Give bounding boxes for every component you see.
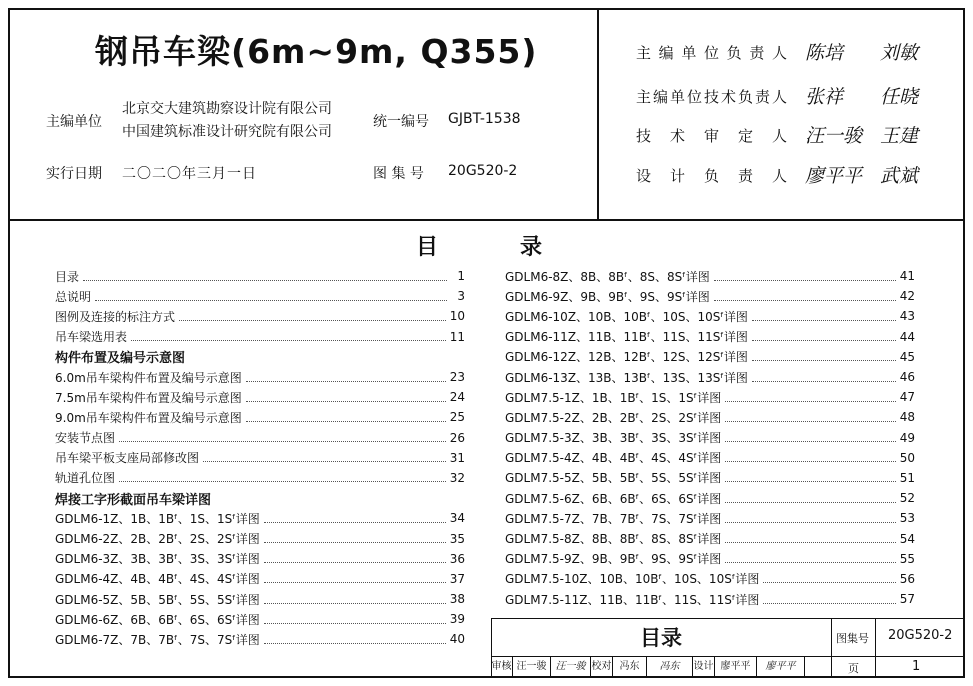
- signature: 陈培: [805, 42, 844, 64]
- toc-entry-title: GDLM7.5-5Z、5B、5Bᶠ、5S、5Sᶠ详图: [505, 471, 722, 486]
- signoff-label: 校对: [591, 656, 613, 678]
- toc-leader-dots: [725, 473, 896, 482]
- responsible-row-2: [636, 86, 788, 107]
- effective-date-label: 实行日期: [46, 166, 102, 182]
- toc-entry-title: GDLM6-3Z、3B、3Bᶠ、3S、3Sᶠ详图: [55, 552, 260, 567]
- toc-leader-dots: [119, 473, 446, 482]
- toc-entry: [55, 306, 465, 326]
- toc-entry-title: 轨道孔位图: [55, 471, 116, 486]
- toc-entry: [55, 468, 465, 488]
- toc-entry-page: 11: [449, 329, 465, 344]
- toc-entry-page: 57: [899, 592, 915, 607]
- toc-heading-char-2: 录: [520, 235, 543, 260]
- toc-leader-dots: [264, 534, 446, 543]
- toc-entry-title: GDLM7.5-10Z、10B、10Bᶠ、10S、10Sᶠ详图: [505, 572, 760, 587]
- toc-leader-dots: [131, 332, 446, 341]
- toc-entry-title: GDLM6-2Z、2B、2Bᶠ、2S、2Sᶠ详图: [55, 532, 260, 547]
- toc-entry-page: 36: [449, 551, 465, 566]
- toc-entry: [55, 266, 465, 286]
- toc-entry-page: 46: [899, 370, 915, 385]
- signoff-label: 设计: [693, 656, 715, 678]
- title-block-divider: [831, 618, 832, 678]
- toc-entry-page: 32: [449, 470, 465, 485]
- toc-entry-title: GDLM7.5-1Z、1B、1Bᶠ、1S、1Sᶠ详图: [505, 390, 722, 405]
- signoff-signature: 廖平平: [757, 656, 805, 678]
- toc-leader-dots: [264, 595, 446, 604]
- toc-entry-page: 55: [899, 551, 915, 566]
- atlas-number-value: 20G520-2: [448, 163, 518, 179]
- toc-entry: [55, 387, 465, 407]
- toc-entry-title: GDLM6-5Z、5B、5Bᶠ、5S、5Sᶠ详图: [55, 592, 260, 607]
- signoff-signature: 汪一骏: [551, 656, 591, 678]
- toc-entry-page: 38: [449, 592, 465, 607]
- title-block-divider: [875, 618, 876, 678]
- toc-entry: [55, 428, 465, 448]
- toc-entry-page: 25: [449, 410, 465, 425]
- toc-leader-dots: [725, 514, 896, 523]
- signoff-signature: 冯东: [647, 656, 693, 678]
- toc-entry: [55, 407, 465, 427]
- toc-entry-page: 34: [449, 511, 465, 526]
- toc-entry-page: 47: [899, 390, 915, 405]
- toc-leader-dots: [246, 393, 446, 402]
- toc-leader-dots: [264, 615, 446, 624]
- toc-entry: [505, 508, 915, 528]
- responsible-row-3: [636, 125, 788, 146]
- responsible-label: 设计负责人: [636, 167, 788, 185]
- toc-left-column: [55, 266, 465, 650]
- unified-code-value: GJBT-1538: [448, 111, 521, 127]
- toc-entry-page: 3: [457, 289, 465, 304]
- toc-entry-title: GDLM7.5-8Z、8B、8Bᶠ、8S、8Sᶠ详图: [505, 532, 722, 547]
- toc-entry: [505, 367, 915, 387]
- toc-leader-dots: [752, 352, 896, 361]
- toc-entry: [505, 528, 915, 548]
- toc-entry-page: 23: [449, 370, 465, 385]
- toc-entry-page: 31: [449, 450, 465, 465]
- toc-leader-dots: [725, 494, 896, 503]
- toc-entry: [55, 609, 465, 629]
- toc-entry-page: 24: [449, 390, 465, 405]
- toc-leader-dots: [714, 272, 896, 281]
- toc-entry-title: 总说明: [55, 289, 92, 304]
- header-separator: [8, 219, 965, 221]
- toc-entry-page: 37: [449, 571, 465, 586]
- toc-entry: [505, 327, 915, 347]
- atlas-title: 钢吊车梁(6m~9m, Q355): [95, 32, 538, 71]
- toc-entry-page: 42: [899, 289, 915, 304]
- toc-entry-title: GDLM7.5-4Z、4B、4Bᶠ、4S、4Sᶠ详图: [505, 451, 722, 466]
- toc-entry-page: 49: [899, 430, 915, 445]
- toc-entry-title: 构件布置及编号示意图: [55, 351, 186, 367]
- toc-entry-title: 目录: [55, 269, 80, 284]
- toc-entry-page: 1: [457, 269, 465, 284]
- toc-entry-title: GDLM6-13Z、13B、13Bᶠ、13S、13Sᶠ详图: [505, 370, 748, 385]
- drawing-name: 目录: [640, 626, 682, 650]
- toc-leader-dots: [725, 413, 896, 422]
- tb-page-label: 页: [848, 662, 859, 675]
- editor-unit-label: 主编单位: [46, 114, 102, 130]
- responsible-label: 技术审定人: [636, 127, 788, 145]
- toc-leader-dots: [264, 574, 446, 583]
- toc-entry: [55, 629, 465, 649]
- toc-entry: [505, 347, 915, 367]
- toc-entry-title: 图例及连接的标注方式: [55, 309, 176, 324]
- toc-leader-dots: [725, 393, 896, 402]
- toc-entry: [505, 468, 915, 488]
- toc-leader-dots: [725, 534, 896, 543]
- tb-atlas-label: 图集号: [836, 632, 869, 645]
- toc-section-heading: [55, 488, 465, 508]
- toc-entry: [55, 589, 465, 609]
- toc-entry: [55, 448, 465, 468]
- toc-leader-dots: [752, 332, 896, 341]
- toc-entry: [55, 367, 465, 387]
- toc-leader-dots: [246, 373, 446, 382]
- toc-entry: [55, 569, 465, 589]
- signature: 任晓: [880, 86, 919, 108]
- toc-entry: [505, 569, 915, 589]
- header-divider: [597, 8, 599, 220]
- signoff-name: 廖平平: [715, 656, 757, 678]
- toc-leader-dots: [95, 292, 447, 301]
- toc-entry-page: 10: [449, 309, 465, 324]
- responsible-row-1: [636, 42, 788, 63]
- toc-leader-dots: [752, 312, 896, 321]
- editor-units: [122, 98, 332, 144]
- toc-entry-page: 53: [899, 511, 915, 526]
- toc-leader-dots: [725, 453, 896, 462]
- toc-section-heading: [55, 347, 465, 367]
- responsible-label: 主编单位技术负责人: [636, 88, 788, 106]
- toc-entry: [505, 407, 915, 427]
- toc-entry: [505, 488, 915, 508]
- responsible-label: 主编单位负责人: [636, 44, 788, 62]
- toc-entry: [505, 306, 915, 326]
- toc-entry-title: GDLM6-11Z、11B、11Bᶠ、11S、11Sᶠ详图: [505, 330, 748, 345]
- toc-leader-dots: [203, 453, 446, 462]
- toc-leader-dots: [763, 574, 895, 583]
- toc-entry: [505, 549, 915, 569]
- toc-entry-title: GDLM7.5-7Z、7B、7Bᶠ、7S、7Sᶠ详图: [505, 511, 722, 526]
- signature: 武斌: [880, 165, 919, 187]
- toc-entry-title: GDLM7.5-9Z、9B、9Bᶠ、9S、9Sᶠ详图: [505, 552, 722, 567]
- tb-atlas-value: 20G520-2: [888, 628, 953, 643]
- toc-entry: [505, 428, 915, 448]
- toc-leader-dots: [714, 292, 896, 301]
- toc-entry-page: 56: [899, 571, 915, 586]
- toc-entry: [55, 327, 465, 347]
- toc-entry-title: 焊接工字形截面吊车梁详图: [55, 492, 212, 508]
- toc-entry: [55, 549, 465, 569]
- toc-entry-title: 9.0m吊车梁构件布置及编号示意图: [55, 410, 242, 425]
- toc-entry-page: 51: [899, 470, 915, 485]
- responsible-row-4: [636, 165, 788, 186]
- toc-entry-title: GDLM6-6Z、6B、6Bᶠ、6S、6Sᶠ详图: [55, 612, 260, 627]
- toc-entry-title: GDLM7.5-11Z、11B、11Bᶠ、11S、11Sᶠ详图: [505, 592, 760, 607]
- toc-entry-title: 7.5m吊车梁构件布置及编号示意图: [55, 390, 242, 405]
- editor-unit-2: 中国建筑标准设计研究院有限公司: [122, 124, 332, 140]
- toc-entry-page: 44: [899, 329, 915, 344]
- signoff-label: 审核: [491, 656, 513, 678]
- toc-entry: [505, 266, 915, 286]
- toc-entry-title: GDLM6-12Z、12B、12Bᶠ、12S、12Sᶠ详图: [505, 350, 748, 365]
- toc-entry-title: GDLM6-7Z、7B、7Bᶠ、7S、7Sᶠ详图: [55, 632, 260, 647]
- signature: 汪一骏: [805, 125, 863, 147]
- unified-code-label: 统一编号: [373, 114, 429, 130]
- toc-entry-title: 吊车梁平板支座局部修改图: [55, 451, 200, 466]
- toc-entry-page: 41: [899, 269, 915, 284]
- toc-entry: [505, 387, 915, 407]
- toc-entry-page: 45: [899, 349, 915, 364]
- toc-entry: [55, 286, 465, 306]
- toc-entry-title: GDLM6-8Z、8B、8Bᶠ、8S、8Sᶠ详图: [505, 269, 710, 284]
- toc-entry-page: 26: [449, 430, 465, 445]
- toc-entry-title: GDLM6-4Z、4B、4Bᶠ、4S、4Sᶠ详图: [55, 572, 260, 587]
- toc-leader-dots: [246, 413, 446, 422]
- toc-entry-page: 54: [899, 531, 915, 546]
- toc-leader-dots: [752, 373, 896, 382]
- tb-page-value: 1: [912, 659, 921, 674]
- toc-entry: [505, 286, 915, 306]
- signoff-name: 冯东: [613, 656, 647, 678]
- toc-entry-title: GDLM7.5-2Z、2B、2Bᶠ、2S、2Sᶠ详图: [505, 410, 722, 425]
- signoff-name: 汪一骏: [513, 656, 551, 678]
- effective-date-value: 二〇二〇年三月一日: [122, 166, 257, 182]
- toc-leader-dots: [264, 554, 446, 563]
- toc-entry-title: 吊车梁选用表: [55, 330, 128, 345]
- toc-entry-page: 52: [899, 491, 915, 506]
- toc-leader-dots: [179, 312, 446, 321]
- signature: 张祥: [805, 86, 844, 108]
- toc-leader-dots: [763, 595, 895, 604]
- atlas-number-label: 图 集 号: [373, 166, 424, 182]
- toc-leader-dots: [264, 514, 446, 523]
- toc-leader-dots: [725, 433, 896, 442]
- editor-unit-1: 北京交大建筑勘察设计院有限公司: [122, 101, 332, 117]
- toc-entry-page: 35: [449, 531, 465, 546]
- toc-entry-title: 6.0m吊车梁构件布置及编号示意图: [55, 370, 242, 385]
- toc-entry-page: 39: [449, 612, 465, 627]
- signature: 廖平平: [805, 165, 863, 187]
- toc-entry-page: 43: [899, 309, 915, 324]
- signature: 刘敏: [880, 42, 919, 64]
- toc-leader-dots: [264, 635, 446, 644]
- toc-entry-page: 50: [899, 450, 915, 465]
- toc-entry-title: GDLM6-10Z、10B、10Bᶠ、10S、10Sᶠ详图: [505, 309, 748, 324]
- signature: 王建: [880, 125, 919, 147]
- toc-entry: [505, 589, 915, 609]
- toc-entry: [55, 508, 465, 528]
- toc-entry-title: GDLM7.5-6Z、6B、6Bᶠ、6S、6Sᶠ详图: [505, 491, 722, 506]
- toc-entry: [55, 528, 465, 548]
- toc-leader-dots: [725, 554, 896, 563]
- toc-right-column: [505, 266, 915, 609]
- toc-entry-title: GDLM6-9Z、9B、9Bᶠ、9S、9Sᶠ详图: [505, 289, 710, 304]
- toc-leader-dots: [83, 272, 447, 281]
- toc-entry: [505, 448, 915, 468]
- toc-entry-title: GDLM7.5-3Z、3B、3Bᶠ、3S、3Sᶠ详图: [505, 431, 722, 446]
- toc-leader-dots: [119, 433, 446, 442]
- toc-entry-page: 48: [899, 410, 915, 425]
- toc-heading-char-1: 目: [416, 235, 439, 260]
- toc-entry-title: GDLM6-1Z、1B、1Bᶠ、1S、1Sᶠ详图: [55, 511, 260, 526]
- toc-entry-title: 安装节点图: [55, 431, 116, 446]
- toc-entry-page: 40: [449, 632, 465, 647]
